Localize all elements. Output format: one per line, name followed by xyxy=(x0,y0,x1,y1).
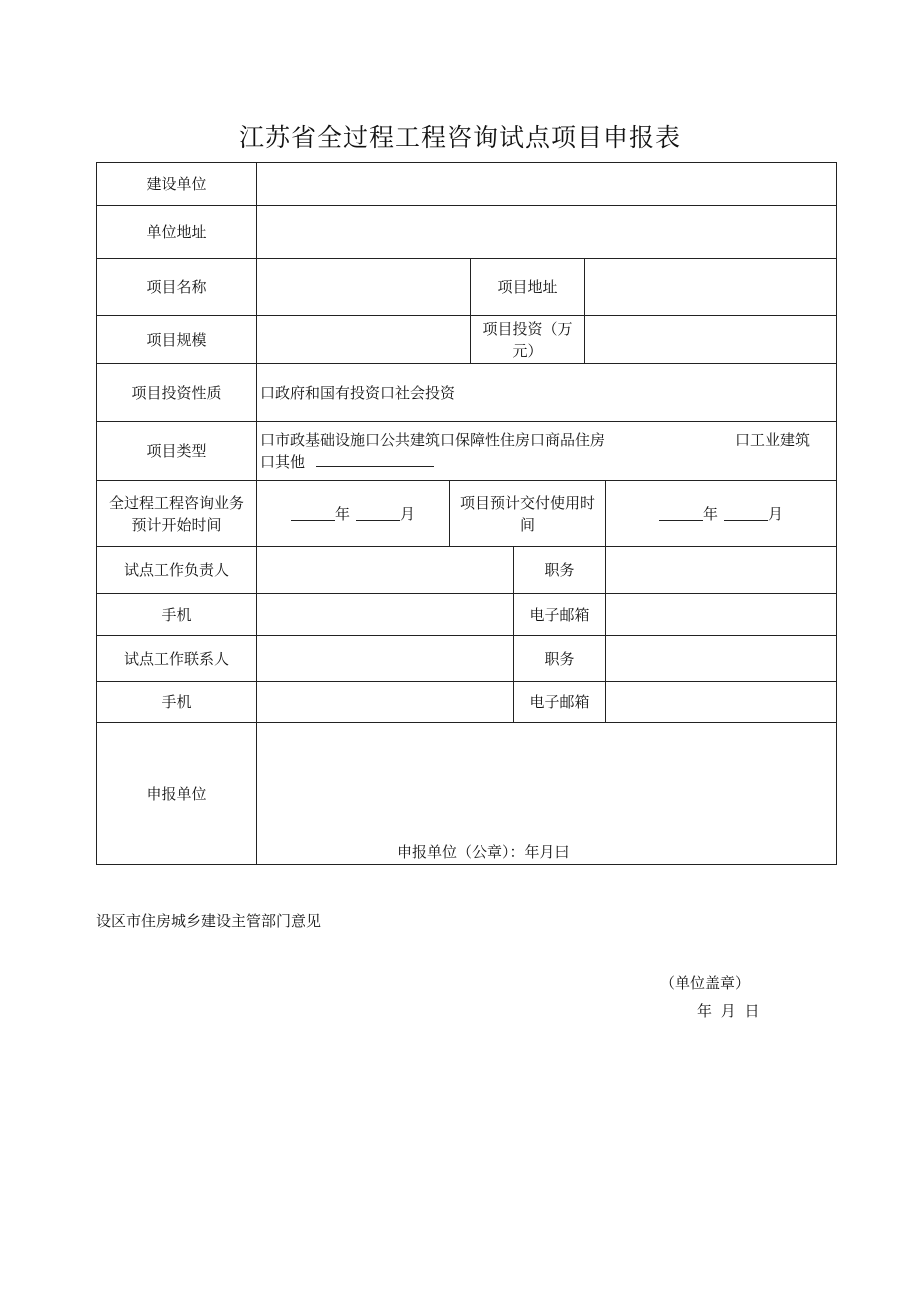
delivery-time-label xyxy=(450,481,605,546)
investment-nature-options[interactable]: 口政府和国有投资口社会投资 xyxy=(260,383,456,402)
project-name-field[interactable] xyxy=(257,259,470,315)
pilot-contact-email-label: 电子邮箱 xyxy=(529,693,590,711)
delivery-month-unit: 月 xyxy=(768,504,784,523)
start-time-field[interactable] xyxy=(257,481,449,546)
start-month-blank[interactable] xyxy=(356,506,400,521)
delivery-year-unit: 年 xyxy=(702,504,718,523)
start-year-blank[interactable] xyxy=(291,506,335,521)
delivery-month-blank[interactable] xyxy=(724,506,768,521)
project-type-main-options: 口市政基础设施口公共建筑口保障性住房口商品住房 xyxy=(260,431,606,449)
construction-unit-field[interactable] xyxy=(257,163,836,205)
pilot-lead-email-label: 电子邮箱 xyxy=(529,605,590,624)
delivery-time-label-line1: 项目预计交付使用时 xyxy=(459,493,595,512)
applicant-seal-line: 申报单位（公章）：年月曰 xyxy=(397,843,570,861)
start-month-unit: 月 xyxy=(400,504,416,523)
pilot-contact-mobile-field[interactable] xyxy=(257,682,513,722)
pilot-contact-field[interactable] xyxy=(257,636,513,681)
pilot-lead-mobile-label: 手机 xyxy=(161,605,192,624)
delivery-year-blank[interactable] xyxy=(659,506,703,521)
pilot-contact-mobile-label: 手机 xyxy=(161,693,192,711)
investment-nature-label: 项目投资性质 xyxy=(131,383,222,402)
pilot-contact-position-label: 职务 xyxy=(544,649,575,668)
start-time-label xyxy=(97,481,256,546)
pilot-lead-position-label: 职务 xyxy=(544,561,575,579)
project-type-industrial-option: 口工业建筑 xyxy=(734,431,810,449)
pilot-contact-email-field[interactable] xyxy=(606,682,836,722)
project-scale-field[interactable] xyxy=(257,316,470,363)
project-name-label: 项目名称 xyxy=(146,278,207,296)
project-type-line1 xyxy=(260,429,832,451)
project-scale-label: 项目规模 xyxy=(146,330,207,349)
project-type-other-blank[interactable] xyxy=(316,452,434,467)
delivery-time-field[interactable] xyxy=(606,481,836,546)
application-form xyxy=(96,162,837,865)
project-investment-field[interactable] xyxy=(585,316,836,363)
construction-unit-label: 建设单位 xyxy=(146,175,207,193)
project-investment-label xyxy=(471,316,584,363)
project-type-options[interactable] xyxy=(257,422,836,480)
project-investment-label-line1: 项目投资（万 xyxy=(482,319,573,338)
pilot-lead-email-field[interactable] xyxy=(606,594,836,635)
authority-opinion-label: 设区市住房城乡建设主管部门意见 xyxy=(96,912,322,930)
unit-seal-label: （单位盖章） xyxy=(660,974,751,992)
project-type-label: 项目类型 xyxy=(146,442,207,460)
pilot-contact-position-field[interactable] xyxy=(606,636,836,681)
project-type-other-option: 口其他 xyxy=(260,453,306,471)
project-address-field[interactable] xyxy=(585,259,836,315)
page-title: 江苏省全过程工程咨询试点项目申报表 xyxy=(238,123,681,152)
project-type-line2 xyxy=(260,451,434,473)
pilot-lead-position-field[interactable] xyxy=(606,547,836,593)
pilot-lead-field[interactable] xyxy=(257,547,513,593)
start-time-label-line1: 全过程工程咨询业务 xyxy=(108,493,244,512)
pilot-lead-mobile-field[interactable] xyxy=(257,594,513,635)
start-time-label-line2: 预计开始时间 xyxy=(131,515,222,534)
unit-address-field[interactable] xyxy=(257,206,836,258)
unit-address-label: 单位地址 xyxy=(146,223,207,241)
delivery-time-label-line2: 间 xyxy=(519,515,535,534)
start-year-unit: 年 xyxy=(334,504,350,523)
pilot-contact-label: 试点工作联系人 xyxy=(123,649,229,668)
date-line: 年 月 日 xyxy=(697,1002,760,1020)
project-address-label: 项目地址 xyxy=(497,278,558,296)
pilot-lead-label: 试点工作负责人 xyxy=(123,561,229,579)
project-investment-label-line2: 元） xyxy=(512,341,543,360)
applicant-unit-label: 申报单位 xyxy=(146,784,207,803)
